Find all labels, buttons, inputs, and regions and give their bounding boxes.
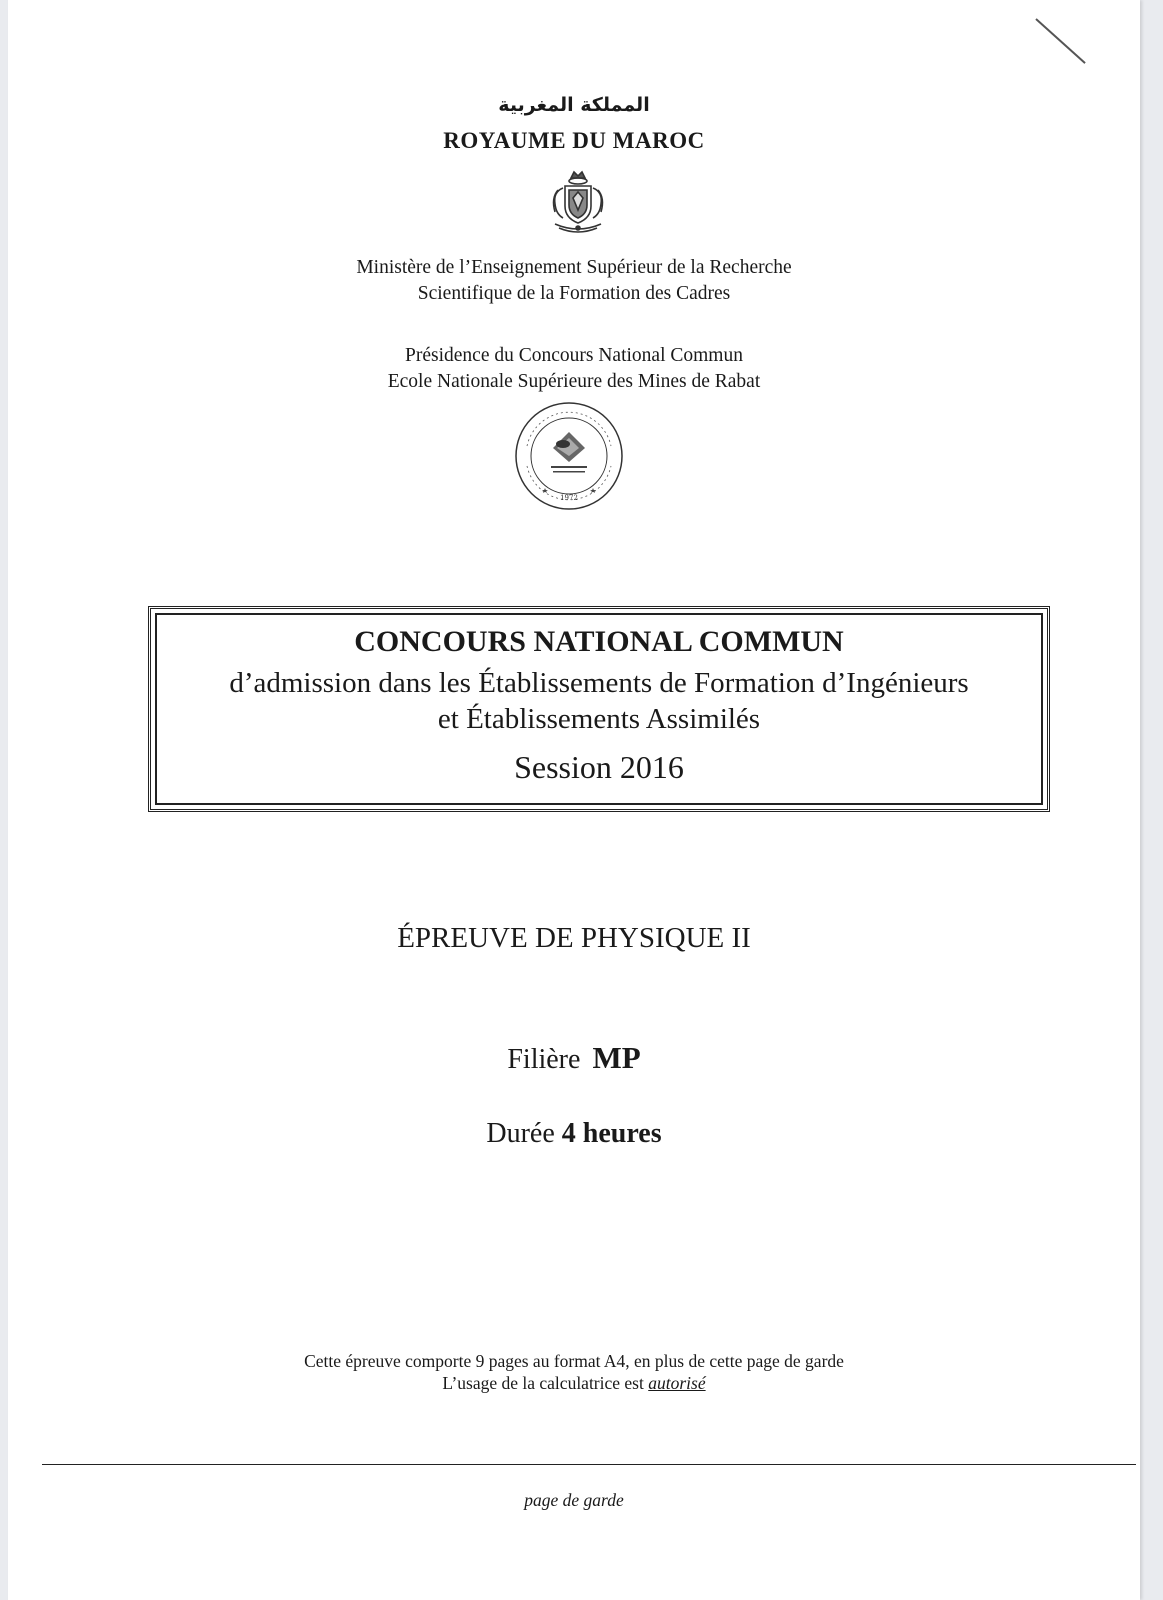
ministry-line-1: Ministère de l’Enseignement Supérieur de la Recherche [356, 257, 792, 278]
concours-banner [148, 606, 1050, 812]
exam-notes [8, 1350, 1140, 1394]
notes-line-2-prefix: L’usage de la calculatrice est [442, 1373, 644, 1393]
presidence-block [8, 343, 1140, 395]
duree-label: Durée [486, 1118, 555, 1149]
duree-line [8, 1118, 1140, 1150]
filiere-label: Filière [507, 1044, 581, 1075]
staple-mark [1035, 18, 1085, 64]
ministry-line-2: Scientifique de la Formation des Cadres [417, 283, 731, 304]
concours-title: CONCOURS NATIONAL COMMUN [354, 625, 844, 658]
exam-title: ÉPREUVE DE PHYSIQUE II [397, 922, 751, 954]
filiere-line [8, 1040, 1140, 1076]
arabic-title: المملكة المغربية [498, 94, 650, 116]
presidence-line-1: Présidence du Concours National Commun [405, 345, 743, 366]
document-page [8, 0, 1140, 1600]
notes-line-2 [8, 1372, 1140, 1394]
notes-line-2-emphasis: autorisé [648, 1373, 706, 1393]
notes-line-1: Cette épreuve comporte 9 pages au format A4, en plus de cette page de garde [304, 1351, 844, 1371]
school-seal-icon [513, 400, 625, 512]
footer-label: page de garde [524, 1490, 624, 1510]
filiere-code: MP [592, 1040, 641, 1075]
concours-subtitle [151, 665, 1047, 737]
seal-year: 1972 [560, 494, 578, 502]
coat-of-arms-icon [543, 168, 613, 238]
session-year: Session 2016 [514, 749, 684, 785]
duree-value: 4 heures [561, 1118, 662, 1149]
ministry-name [8, 255, 1140, 307]
presidence-line-2: Ecole Nationale Supérieure des Mines de Rabat [387, 371, 761, 392]
footer-divider [42, 1464, 1136, 1465]
kingdom-title: ROYAUME DU MAROC [443, 128, 705, 153]
subtitle-line-1: d’admission dans les Établissements de Formation d’Ingénieurs [229, 667, 969, 699]
subtitle-line-2: et Établissements Assimilés [437, 703, 761, 735]
